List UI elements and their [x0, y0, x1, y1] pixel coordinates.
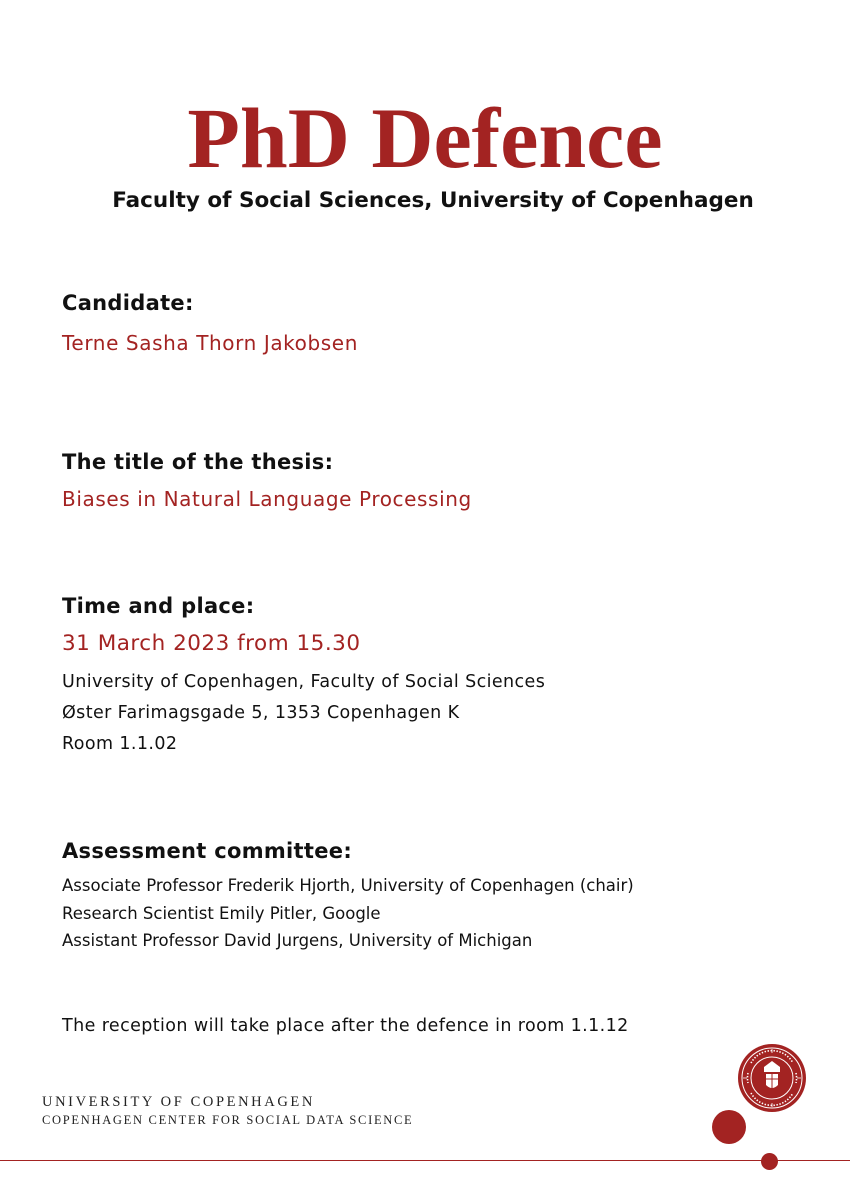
committee-member: Assistant Professor David Jurgens, University of Michigan: [62, 931, 533, 950]
page-title: PhD Defence: [187, 90, 663, 186]
committee-heading: Assessment committee:: [62, 839, 353, 863]
university-seal-icon: [737, 1043, 807, 1113]
footer-divider: [0, 1160, 850, 1161]
candidate-name: Terne Sasha Thorn Jakobsen: [62, 331, 358, 355]
room-line: Room 1.1.02: [62, 734, 178, 754]
decorative-dot-large: [712, 1110, 746, 1144]
committee-member: Research Scientist Emily Pitler, Google: [62, 904, 381, 923]
decorative-dot-small: [761, 1153, 778, 1170]
defence-datetime: 31 March 2023 from 15.30: [62, 631, 361, 656]
time-place-heading: Time and place:: [62, 594, 255, 618]
faculty-subtitle: Faculty of Social Sciences, University of Copenhagen: [112, 188, 754, 213]
university-name: UNIVERSITY OF COPENHAGEN: [42, 1094, 315, 1110]
committee-member: Associate Professor Frederik Hjorth, University of Copenhagen (chair): [62, 876, 634, 895]
center-name: COPENHAGEN CENTER FOR SOCIAL DATA SCIENCE: [42, 1113, 414, 1127]
address-line: University of Copenhagen, Faculty of Social Sciences: [62, 672, 546, 692]
reception-note: The reception will take place after the defence in room 1.1.12: [62, 1016, 629, 1036]
candidate-heading: Candidate:: [62, 291, 194, 315]
thesis-title: Biases in Natural Language Processing: [62, 487, 472, 511]
thesis-heading: The title of the thesis:: [62, 450, 334, 474]
address-line: Øster Farimagsgade 5, 1353 Copenhagen K: [62, 703, 460, 723]
